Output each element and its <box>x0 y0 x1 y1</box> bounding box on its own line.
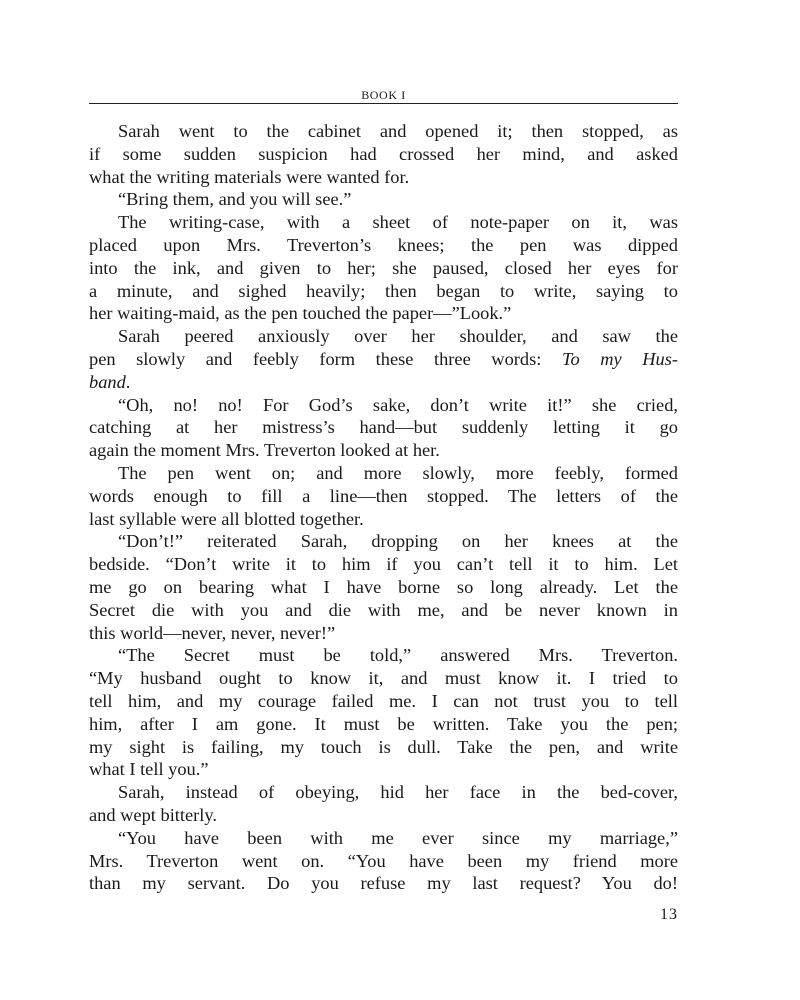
text-line <box>89 804 678 827</box>
line-text: what I tell you.” <box>89 759 209 780</box>
line-text: a minute, and sighed heavily; then began to write, saying to <box>89 280 678 301</box>
line-text: than my servant. Do you refuse my last request? You do! <box>89 873 678 894</box>
text-line <box>89 850 678 873</box>
text-line <box>89 439 678 462</box>
text-line <box>89 416 678 439</box>
line-text: Sarah peered anxiously over her shoulder, and saw the <box>118 326 678 347</box>
line-text: “You have been with me ever since my marriage,” <box>118 827 678 848</box>
line-text: again the moment Mrs. Treverton looked at her. <box>89 440 440 461</box>
text-line <box>89 781 678 804</box>
text-line <box>89 188 678 211</box>
line-text: what the writing materials were wanted for. <box>89 166 410 187</box>
text-line <box>89 576 678 599</box>
text-line <box>89 371 678 394</box>
text-line <box>89 530 678 553</box>
text-line <box>89 211 678 234</box>
line-text: catching at her mistress’s hand—but suddenly letting it go <box>89 417 678 438</box>
line-text: into the ink, and given to her; she paused, closed her eyes for <box>89 257 678 278</box>
text-line <box>89 872 678 895</box>
line-text: him, after I am gone. It must be written. Take you the pen; <box>89 713 678 734</box>
line-text: “Don’t!” reiterated Sarah, dropping on her knees at the <box>118 531 678 552</box>
line-text: me go on bearing what I have borne so long already. Let the <box>89 576 678 597</box>
line-text: “The Secret must be told,” answered Mrs. Treverton. <box>118 645 678 666</box>
text-line <box>89 120 678 143</box>
text-line <box>89 302 678 325</box>
running-head: BOOK I <box>361 88 406 102</box>
line-text: “Oh, no! no! For God’s sake, don’t write it!” she cried, <box>118 394 678 415</box>
line-text: last syllable were all blotted together. <box>89 508 364 529</box>
text-line <box>89 143 678 166</box>
text-line <box>89 667 678 690</box>
text-line <box>89 713 678 736</box>
text-line <box>89 257 678 280</box>
line-text: “My husband ought to know it, and must know it. I tried to <box>89 668 678 689</box>
line-text: and wept bitterly. <box>89 804 218 825</box>
line-text: pen slowly and feebly form these three words: <box>89 348 562 369</box>
text-line <box>89 485 678 508</box>
text-line <box>89 325 678 348</box>
italic-text: To my Hus- <box>561 348 678 369</box>
text-line <box>89 622 678 645</box>
text-line <box>89 827 678 850</box>
line-text: words enough to fill a line—then stopped. The letters of the <box>89 485 678 506</box>
text-line <box>89 599 678 622</box>
header-rule <box>89 103 678 104</box>
page-number: 13 <box>660 906 678 923</box>
line-text: “Bring them, and you will see.” <box>118 189 352 210</box>
line-text: if some sudden suspicion had crossed her mind, and asked <box>89 143 678 164</box>
line-text: bedside. “Don’t write it to him if you can’t tell it to him. Let <box>89 554 678 575</box>
line-text: placed upon Mrs. Treverton’s knees; the pen was dipped <box>89 234 678 255</box>
text-line <box>89 394 678 417</box>
line-text: Sarah went to the cabinet and opened it; then stopped, as <box>118 121 678 141</box>
line-text: Secret die with you and die with me, and be never known in <box>89 599 678 620</box>
line-text: Sarah, instead of obeying, hid her face in the bed-cover, <box>118 782 678 803</box>
text-line <box>89 234 678 257</box>
line-text: The writing-case, with a sheet of note-paper on it, was <box>118 212 678 233</box>
text-line <box>89 644 678 667</box>
line-text-tail: . <box>125 371 131 392</box>
line-text: my sight is failing, my touch is dull. Take the pen, and write <box>89 736 678 757</box>
line-text: this world—never, never, never!” <box>89 622 336 643</box>
text-line <box>89 508 678 531</box>
text-line <box>89 758 678 781</box>
line-text: her waiting-maid, as the pen touched the paper—”Look.” <box>89 303 512 324</box>
line-text: Mrs. Treverton went on. “You have been my friend more <box>89 850 678 871</box>
text-line <box>89 736 678 759</box>
italic-text: band <box>89 371 126 392</box>
line-text: tell him, and my courage failed me. I can not trust you to tell <box>89 690 678 711</box>
text-line <box>89 280 678 303</box>
text-line <box>89 553 678 576</box>
text-line <box>89 166 678 189</box>
text-line <box>89 348 678 371</box>
text-line <box>89 462 678 485</box>
text-line <box>89 690 678 713</box>
line-text: The pen went on; and more slowly, more feebly, formed <box>118 462 678 483</box>
body-text <box>89 120 678 895</box>
